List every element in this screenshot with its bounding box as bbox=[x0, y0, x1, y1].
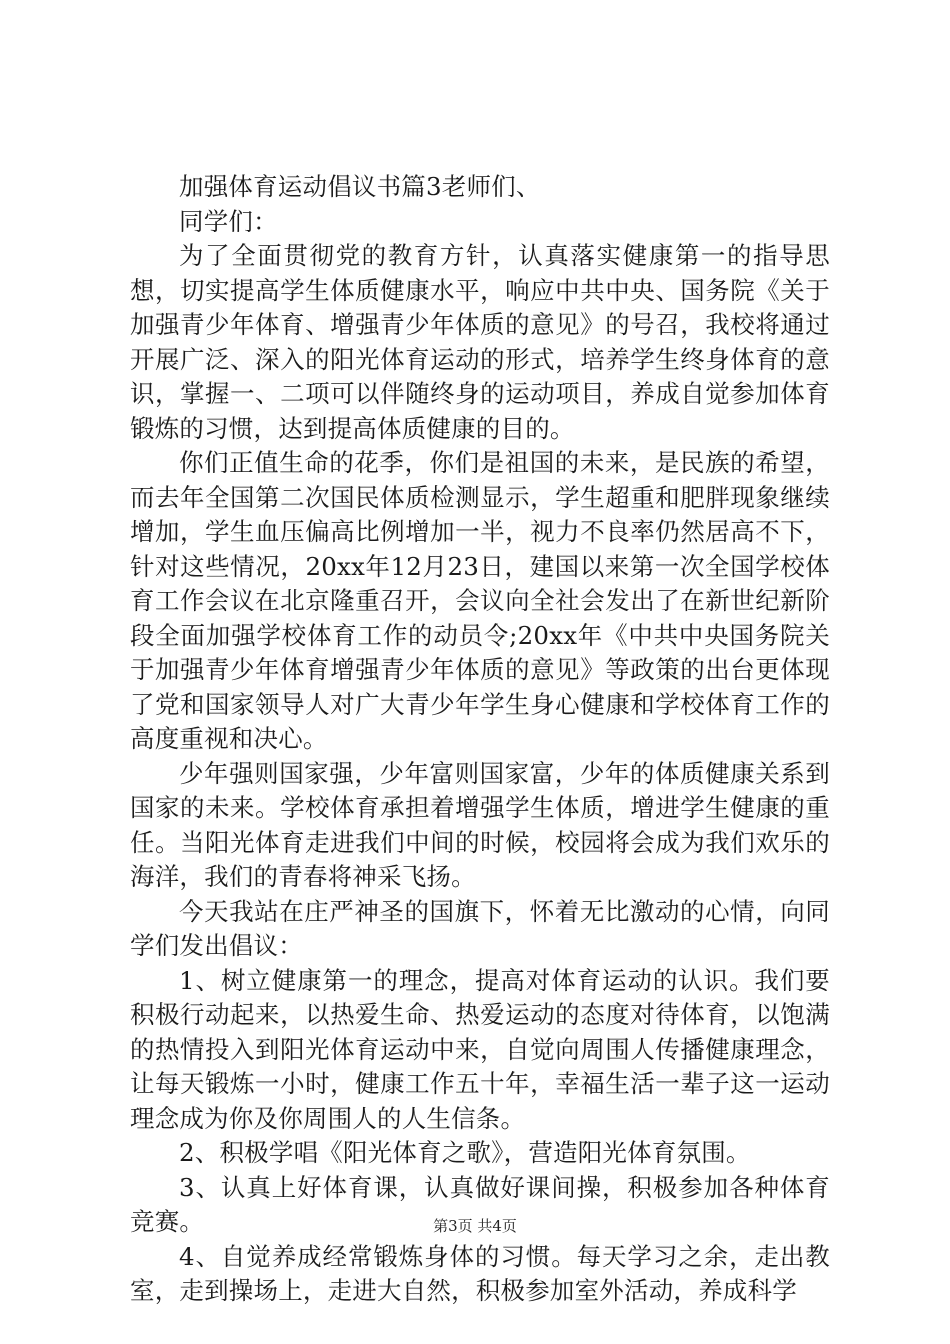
page-number-footer: 第3页 共4页 bbox=[433, 1217, 517, 1235]
paragraph-item-2: 2、积极学唱《阳光体育之歌》，营造阳光体育氛围。 bbox=[179, 1138, 751, 1167]
paragraph-youth: 少年强则国家强，少年富则国家富，少年的体质健康关系到国家的未来。学校体育承担着增强学生体质，增进学生健康的重任。当阳光体育走进我们中间的时候，校园将会成为我们欢乐的海洋，我们的青春将神采飞扬。 bbox=[130, 758, 830, 891]
document-body bbox=[130, 170, 830, 1309]
paragraph-item-4: 4、自觉养成经常锻炼身体的习惯。每天学习之余，走出教室，走到操场上，走进大自然，积极参加室外活动，养成科学 bbox=[130, 1241, 830, 1305]
paragraph-title-line: 加强体育运动倡议书篇3老师们、 bbox=[179, 172, 541, 201]
paragraph-call: 今天我站在庄严神圣的国旗下，怀着无比激动的心情，向同学们发出倡议： bbox=[130, 896, 830, 960]
paragraph-item-1: 1、树立健康第一的理念，提高对体育运动的认识。我们要积极行动起来，以热爱生命、热爱运动的态度对待体育，以饱满的热情投入到阳光体育运动中来，自觉向周围人传播健康理念，让每天锻炼一小时，健康工作五十年，幸福生活一辈子这一运动理念成为你及你周围人的人生信条。 bbox=[130, 965, 830, 1133]
paragraph-item-3: 3、认真上好体育课，认真做好课间操，积极参加各种体育竞赛。 bbox=[130, 1172, 830, 1236]
paragraph-background: 你们正值生命的花季，你们是祖国的未来，是民族的希望，而去年全国第二次国民体质检测显示，学生超重和肥胖现象继续增加，学生血压偏高比例增加一半，视力不良率仍然居高不下，针对这些情况，20xx年12月23日，建国以来第一次全国学校体育工作会议在北京隆重召开，会议向全社会发出了在新世纪新阶段全面加强学校体育工作的动员令;20xx年《中共中央国务院关于加强青少年体育增强青少年体质的意见》等政策的出台更体现了党和国家领导人对广大青少年学生身心健康和学校体育工作的高度重视和决心。 bbox=[130, 448, 830, 753]
paragraph-salutation: 同学们： bbox=[179, 206, 278, 236]
paragraph-intro: 为了全面贯彻党的教育方针，认真落实健康第一的指导思想，切实提高学生体质健康水平，响应中共中央、国务院《关于加强青少年体育、增强青少年体质的意见》的号召，我校将通过开展广泛、深入的阳光体育运动的形式，培养学生终身体育的意识，掌握一、二项可以伴随终身的运动项目，养成自觉参加体育锻炼的习惯，达到提高体质健康的目的。 bbox=[130, 241, 830, 443]
